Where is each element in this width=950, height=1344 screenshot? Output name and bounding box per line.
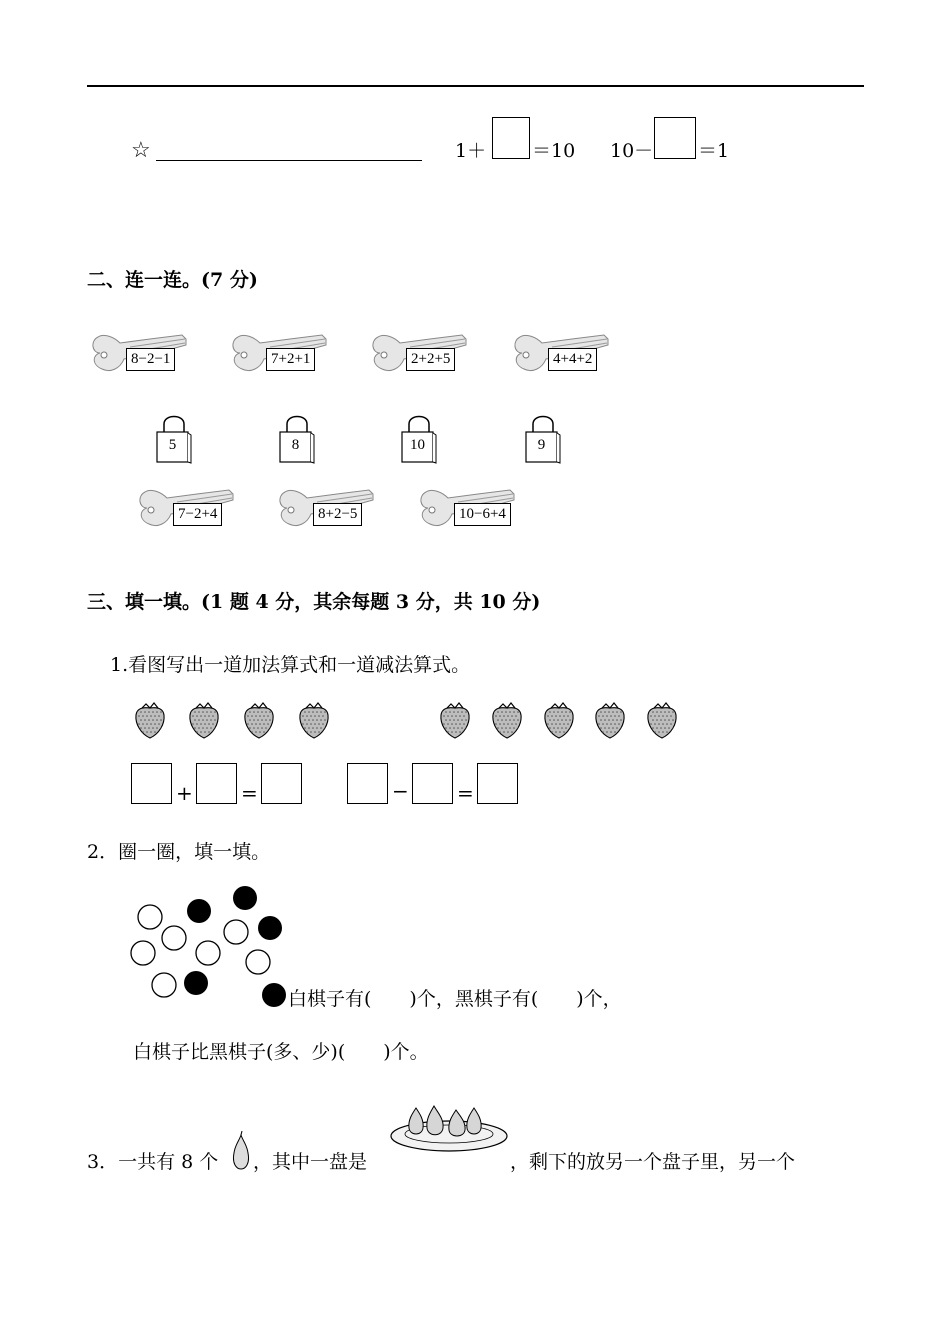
equation-2-right: ＝1 — [698, 140, 730, 162]
key-expression: 4+4+2 — [548, 348, 597, 371]
key-expression: 2+2+5 — [406, 348, 455, 371]
question-3-prefix: 3．一共有 8 个 — [87, 1151, 219, 1173]
question-2-line-2: 白棋子比黑棋子(多、少)( )个。 — [133, 1041, 429, 1063]
lock-number: 8 — [291, 437, 300, 453]
question-3-suffix: ，剩下的放另一个盘子里，另一个 — [510, 1151, 796, 1173]
section-2-heading: 二、连一连。(7 分) — [87, 269, 258, 291]
lock-number: 10 — [410, 437, 425, 453]
minus-sign: − — [392, 779, 409, 803]
black-go-piece — [233, 886, 257, 910]
lock-number: 9 — [537, 437, 546, 453]
equals-sign-2: = — [457, 781, 474, 805]
key-expression: 7+2+1 — [266, 348, 315, 371]
white-go-piece — [224, 920, 248, 944]
white-go-piece — [162, 926, 186, 950]
question-2-line-1: 白棋子有( )个，黑棋子有( )个， — [288, 988, 622, 1010]
key-expression: 10−6+4 — [454, 503, 511, 526]
white-go-piece — [131, 941, 155, 965]
white-go-piece — [196, 941, 220, 965]
black-go-piece — [258, 916, 282, 940]
key-expression: 8−2−1 — [126, 348, 175, 371]
section-3-heading: 三、填一填。(1 题 4 分，其余每题 3 分，共 10 分) — [87, 591, 541, 613]
star-icon: ☆ — [131, 138, 151, 163]
lock-number: 5 — [168, 437, 177, 453]
equation-2-left: 10－ — [610, 140, 654, 162]
white-go-piece — [246, 950, 270, 974]
white-go-piece — [152, 973, 176, 997]
question-3-mid: ，其中一盘是 — [253, 1151, 368, 1173]
question-2-text: 2．圈一圈，填一填。 — [87, 841, 271, 863]
black-go-piece — [187, 899, 211, 923]
question-1-text: 1.看图写出一道加法算式和一道减法算式。 — [110, 654, 471, 676]
plus-sign: + — [176, 781, 193, 805]
plate-of-pears-icon — [388, 1100, 510, 1156]
pear-icon — [229, 1133, 253, 1171]
black-go-piece — [184, 971, 208, 995]
equals-sign: = — [241, 781, 258, 805]
equation-1-left: 1＋ — [455, 140, 487, 162]
equation-1-right: ＝10 — [532, 140, 576, 162]
key-expression: 8+2−5 — [313, 503, 362, 526]
white-go-piece — [138, 905, 162, 929]
black-go-piece — [262, 983, 286, 1007]
key-expression: 7−2+4 — [173, 503, 222, 526]
